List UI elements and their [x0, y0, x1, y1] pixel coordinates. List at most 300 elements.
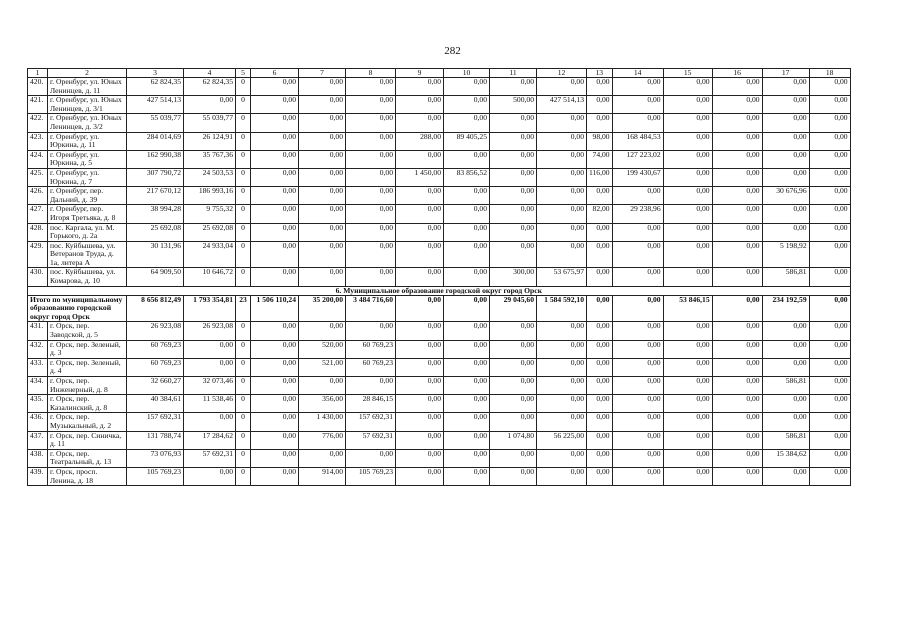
- value-cell: 0,00: [712, 223, 762, 241]
- value-cell: 0,00: [809, 449, 850, 467]
- address-cell: г. Орск, пер. Театральный, д. 13: [48, 449, 127, 467]
- value-cell: 0,00: [809, 413, 850, 431]
- value-cell: 0,00: [537, 132, 587, 150]
- value-cell: 0,00: [299, 205, 346, 223]
- row-number-cell: 435.: [28, 395, 48, 413]
- table-row: [28, 168, 851, 186]
- value-cell: 0,00: [490, 150, 537, 168]
- value-cell: 0,00: [444, 268, 490, 286]
- value-cell: 0,00: [762, 114, 809, 132]
- value-cell: 427 514,13: [537, 96, 587, 114]
- value-cell: 30 131,96: [127, 241, 184, 268]
- value-cell: 0,00: [537, 467, 587, 485]
- value-cell: 55 039,77: [184, 114, 236, 132]
- value-cell: 0,00: [490, 205, 537, 223]
- value-cell: 0,00: [712, 132, 762, 150]
- value-cell: 11 538,46: [184, 395, 236, 413]
- table-row: [28, 205, 851, 223]
- row-number-cell: 436.: [28, 413, 48, 431]
- value-cell: 0: [236, 132, 251, 150]
- total-value-cell: 0,00: [809, 295, 850, 322]
- value-cell: 0,00: [712, 449, 762, 467]
- value-cell: 427 514,13: [127, 96, 184, 114]
- value-cell: 0,00: [184, 358, 236, 376]
- value-cell: 0,00: [809, 205, 850, 223]
- value-cell: 0,00: [587, 114, 613, 132]
- value-cell: 0,00: [762, 96, 809, 114]
- value-cell: 0,00: [663, 413, 712, 431]
- value-cell: 0,00: [396, 78, 444, 96]
- column-number-cell: 4: [184, 69, 236, 78]
- value-cell: 0,00: [251, 114, 299, 132]
- total-value-cell: 3 484 716,60: [346, 295, 396, 322]
- repair-register-table: [27, 68, 851, 486]
- value-cell: 0,00: [612, 96, 663, 114]
- value-cell: 0,00: [587, 413, 613, 431]
- value-cell: 0,00: [809, 150, 850, 168]
- value-cell: 0,00: [444, 467, 490, 485]
- value-cell: 0,00: [537, 241, 587, 268]
- value-cell: 284 014,69: [127, 132, 184, 150]
- table-row: [28, 413, 851, 431]
- value-cell: 28 846,15: [346, 395, 396, 413]
- value-cell: 0,00: [490, 132, 537, 150]
- value-cell: 0,00: [396, 449, 444, 467]
- value-cell: 57 692,31: [346, 431, 396, 449]
- value-cell: 0,00: [762, 150, 809, 168]
- value-cell: 0,00: [663, 132, 712, 150]
- column-number-cell: 16: [712, 69, 762, 78]
- table-row: [28, 114, 851, 132]
- value-cell: 0,00: [251, 377, 299, 395]
- value-cell: 0,00: [251, 78, 299, 96]
- value-cell: 0,00: [762, 78, 809, 96]
- value-cell: 127 223,02: [612, 150, 663, 168]
- value-cell: 53 675,97: [537, 268, 587, 286]
- address-cell: г. Оренбург, пер. Игоря Третьяка, д. 8: [48, 205, 127, 223]
- table-row: [28, 449, 851, 467]
- value-cell: 0,00: [396, 467, 444, 485]
- value-cell: 0,00: [184, 413, 236, 431]
- value-cell: 0,00: [346, 241, 396, 268]
- page-number: 282: [444, 45, 461, 57]
- table-row: [28, 377, 851, 395]
- value-cell: 0,00: [251, 223, 299, 241]
- value-cell: 0,00: [346, 168, 396, 186]
- value-cell: 0,00: [762, 413, 809, 431]
- value-cell: 0,00: [537, 114, 587, 132]
- table-row: [28, 96, 851, 114]
- value-cell: 35 767,36: [184, 150, 236, 168]
- value-cell: 0,00: [762, 168, 809, 186]
- value-cell: 0,00: [612, 467, 663, 485]
- value-cell: 199 430,67: [612, 168, 663, 186]
- value-cell: 0,00: [587, 449, 613, 467]
- value-cell: 0: [236, 322, 251, 340]
- total-value-cell: 1 793 354,81: [184, 295, 236, 322]
- address-cell: г. Орск, пер. Инженерный, д. 8: [48, 377, 127, 395]
- value-cell: 0,00: [809, 223, 850, 241]
- value-cell: 0,00: [762, 358, 809, 376]
- value-cell: 0,00: [299, 377, 346, 395]
- value-cell: 0,00: [762, 205, 809, 223]
- column-number-cell: 9: [396, 69, 444, 78]
- value-cell: 29 238,96: [612, 205, 663, 223]
- value-cell: 0,00: [587, 340, 613, 358]
- value-cell: 0,00: [184, 96, 236, 114]
- value-cell: 0: [236, 395, 251, 413]
- value-cell: 9 755,32: [184, 205, 236, 223]
- value-cell: 0,00: [663, 223, 712, 241]
- value-cell: 0,00: [490, 377, 537, 395]
- address-cell: г. Оренбург, ул. Юных Ленинцев, д. 11: [48, 78, 127, 96]
- value-cell: 0,00: [396, 114, 444, 132]
- value-cell: 0,00: [712, 395, 762, 413]
- value-cell: 0,00: [587, 395, 613, 413]
- value-cell: 0,00: [444, 322, 490, 340]
- address-cell: г. Орск, пер. Синичка, д. 11: [48, 431, 127, 449]
- value-cell: 0,00: [587, 431, 613, 449]
- value-cell: 60 769,23: [127, 358, 184, 376]
- value-cell: 288,00: [396, 132, 444, 150]
- value-cell: 0,00: [663, 377, 712, 395]
- value-cell: 0,00: [299, 322, 346, 340]
- value-cell: 0,00: [809, 467, 850, 485]
- total-value-cell: 1 506 110,24: [251, 295, 299, 322]
- value-cell: 0,00: [396, 431, 444, 449]
- value-cell: 0,00: [346, 96, 396, 114]
- value-cell: 1 430,00: [299, 413, 346, 431]
- value-cell: 0: [236, 187, 251, 205]
- table-row: [28, 78, 851, 96]
- value-cell: 25 692,08: [127, 223, 184, 241]
- total-value-cell: 35 200,00: [299, 295, 346, 322]
- column-number-cell: 12: [537, 69, 587, 78]
- value-cell: 0,00: [444, 150, 490, 168]
- value-cell: 131 788,74: [127, 431, 184, 449]
- total-value-cell: 23: [236, 295, 251, 322]
- value-cell: 0: [236, 377, 251, 395]
- value-cell: 0,00: [444, 431, 490, 449]
- value-cell: 0,00: [809, 268, 850, 286]
- value-cell: 0,00: [612, 78, 663, 96]
- value-cell: 0,00: [612, 322, 663, 340]
- value-cell: 0,00: [537, 150, 587, 168]
- address-cell: г. Оренбург, ул. Юркина, д. 7: [48, 168, 127, 186]
- value-cell: 0: [236, 114, 251, 132]
- value-cell: 0,00: [346, 377, 396, 395]
- value-cell: 217 670,12: [127, 187, 184, 205]
- value-cell: 0: [236, 431, 251, 449]
- value-cell: 0,00: [712, 114, 762, 132]
- address-cell: г. Оренбург, пер. Дальний, д. 39: [48, 187, 127, 205]
- value-cell: 0,00: [444, 223, 490, 241]
- value-cell: 0,00: [444, 96, 490, 114]
- value-cell: 0,00: [587, 377, 613, 395]
- value-cell: 520,00: [299, 340, 346, 358]
- value-cell: 0,00: [712, 467, 762, 485]
- value-cell: 0,00: [396, 223, 444, 241]
- value-cell: 0,00: [346, 268, 396, 286]
- value-cell: 0: [236, 413, 251, 431]
- value-cell: 10 646,72: [184, 268, 236, 286]
- value-cell: 0,00: [490, 340, 537, 358]
- column-number-cell: 1: [28, 69, 48, 78]
- column-number-cell: 15: [663, 69, 712, 78]
- value-cell: 162 990,38: [127, 150, 184, 168]
- column-number-cell: 17: [762, 69, 809, 78]
- value-cell: 0,00: [587, 241, 613, 268]
- value-cell: 0,00: [396, 377, 444, 395]
- value-cell: 0,00: [587, 96, 613, 114]
- column-number-cell: 10: [444, 69, 490, 78]
- address-cell: г. Оренбург, ул. Юных Ленинцев, д. 3/1: [48, 96, 127, 114]
- value-cell: 0,00: [444, 449, 490, 467]
- value-cell: 0: [236, 340, 251, 358]
- value-cell: 0,00: [612, 223, 663, 241]
- value-cell: 0,00: [346, 114, 396, 132]
- row-number-cell: 422.: [28, 114, 48, 132]
- value-cell: 0,00: [444, 413, 490, 431]
- value-cell: 0,00: [712, 340, 762, 358]
- value-cell: 0,00: [346, 150, 396, 168]
- value-cell: 0,00: [809, 241, 850, 268]
- table-row: [28, 467, 851, 485]
- value-cell: 0,00: [299, 449, 346, 467]
- value-cell: 0,00: [346, 205, 396, 223]
- value-cell: 74,00: [587, 150, 613, 168]
- value-cell: 0,00: [712, 413, 762, 431]
- row-number-cell: 433.: [28, 358, 48, 376]
- value-cell: 0,00: [299, 223, 346, 241]
- value-cell: 0,00: [762, 395, 809, 413]
- column-number-cell: 11: [490, 69, 537, 78]
- address-cell: г. Орск, пер. Казалинский, д. 8: [48, 395, 127, 413]
- value-cell: 32 073,46: [184, 377, 236, 395]
- value-cell: 0,00: [444, 78, 490, 96]
- value-cell: 0,00: [663, 96, 712, 114]
- table-row: [28, 150, 851, 168]
- address-cell: г. Орск, пер. Зеленый, д. 3: [48, 340, 127, 358]
- value-cell: 586,81: [762, 377, 809, 395]
- column-number-cell: 13: [587, 69, 613, 78]
- value-cell: 0,00: [612, 413, 663, 431]
- value-cell: 0,00: [490, 395, 537, 413]
- value-cell: 0,00: [663, 150, 712, 168]
- value-cell: 0,00: [346, 449, 396, 467]
- value-cell: 0,00: [444, 114, 490, 132]
- value-cell: 0,00: [396, 205, 444, 223]
- total-value-cell: 0,00: [712, 295, 762, 322]
- value-cell: 0,00: [612, 395, 663, 413]
- value-cell: 64 909,50: [127, 268, 184, 286]
- value-cell: 0,00: [299, 268, 346, 286]
- value-cell: 0,00: [712, 377, 762, 395]
- value-cell: 0,00: [251, 205, 299, 223]
- value-cell: 0,00: [490, 168, 537, 186]
- value-cell: 0,00: [809, 358, 850, 376]
- value-cell: 25 692,08: [184, 223, 236, 241]
- value-cell: 0,00: [663, 322, 712, 340]
- row-number-cell: 426.: [28, 187, 48, 205]
- address-cell: г. Орск, просп. Ленина, д. 18: [48, 467, 127, 485]
- value-cell: 0,00: [712, 431, 762, 449]
- value-cell: 0,00: [396, 340, 444, 358]
- value-cell: 0,00: [809, 132, 850, 150]
- address-cell: г. Орск, пер. Зеленый, д. 4: [48, 358, 127, 376]
- value-cell: 0,00: [396, 187, 444, 205]
- value-cell: 0,00: [299, 241, 346, 268]
- value-cell: 0,00: [444, 205, 490, 223]
- value-cell: 105 769,23: [127, 467, 184, 485]
- value-cell: 60 769,23: [127, 340, 184, 358]
- value-cell: 0,00: [490, 241, 537, 268]
- value-cell: 55 039,77: [127, 114, 184, 132]
- value-cell: 98,00: [587, 132, 613, 150]
- value-cell: 0,00: [587, 322, 613, 340]
- address-cell: г. Оренбург, ул. Юных Ленинцев, д. 3/2: [48, 114, 127, 132]
- value-cell: 0,00: [537, 449, 587, 467]
- column-number-cell: 14: [612, 69, 663, 78]
- value-cell: 0,00: [809, 431, 850, 449]
- value-cell: 0,00: [762, 340, 809, 358]
- value-cell: 0,00: [444, 187, 490, 205]
- value-cell: 60 769,23: [346, 358, 396, 376]
- value-cell: 0,00: [251, 187, 299, 205]
- value-cell: 0,00: [537, 78, 587, 96]
- value-cell: 0,00: [663, 449, 712, 467]
- value-cell: 0,00: [346, 78, 396, 96]
- section-title: 6. Муниципальное образование городской округ город Орск: [28, 286, 851, 295]
- value-cell: 0,00: [809, 340, 850, 358]
- value-cell: 0,00: [490, 413, 537, 431]
- value-cell: 0,00: [612, 340, 663, 358]
- value-cell: 0,00: [612, 449, 663, 467]
- value-cell: 0,00: [299, 114, 346, 132]
- value-cell: 26 923,08: [184, 322, 236, 340]
- table-row: [28, 268, 851, 286]
- table-row: [28, 395, 851, 413]
- value-cell: 0,00: [444, 395, 490, 413]
- value-cell: 0,00: [490, 467, 537, 485]
- value-cell: 15 384,62: [762, 449, 809, 467]
- value-cell: 0,00: [490, 223, 537, 241]
- value-cell: 0,00: [663, 205, 712, 223]
- value-cell: 57 692,31: [184, 449, 236, 467]
- total-label: Итого по муниципальному образованию городской округ город Орск: [28, 295, 127, 322]
- value-cell: 0,00: [251, 395, 299, 413]
- value-cell: 168 484,53: [612, 132, 663, 150]
- value-cell: 0,00: [251, 241, 299, 268]
- value-cell: 0,00: [396, 413, 444, 431]
- value-cell: 0,00: [712, 358, 762, 376]
- value-cell: 0,00: [762, 223, 809, 241]
- table-row: [28, 358, 851, 376]
- value-cell: 0: [236, 358, 251, 376]
- row-number-cell: 427.: [28, 205, 48, 223]
- value-cell: 0,00: [587, 268, 613, 286]
- value-cell: 776,00: [299, 431, 346, 449]
- value-cell: 1 450,00: [396, 168, 444, 186]
- value-cell: 0: [236, 223, 251, 241]
- value-cell: 0,00: [251, 132, 299, 150]
- value-cell: 0,00: [537, 340, 587, 358]
- value-cell: 0,00: [587, 187, 613, 205]
- column-number-cell: 7: [299, 69, 346, 78]
- table-row: [28, 340, 851, 358]
- value-cell: 0,00: [809, 377, 850, 395]
- value-cell: 0,00: [587, 358, 613, 376]
- column-number-cell: 8: [346, 69, 396, 78]
- value-cell: 0,00: [809, 114, 850, 132]
- value-cell: 0,00: [444, 377, 490, 395]
- value-cell: 157 692,31: [127, 413, 184, 431]
- value-cell: 0,00: [537, 168, 587, 186]
- table-row: [28, 241, 851, 268]
- row-number-cell: 424.: [28, 150, 48, 168]
- value-cell: 0,00: [490, 187, 537, 205]
- address-cell: пос. Куйбышева, ул. Ветеранов Труда, д. 1а, литера А: [48, 241, 127, 268]
- value-cell: 26 923,08: [127, 322, 184, 340]
- column-number-cell: 2: [48, 69, 127, 78]
- value-cell: 0,00: [663, 358, 712, 376]
- row-number-cell: 438.: [28, 449, 48, 467]
- value-cell: 0: [236, 449, 251, 467]
- value-cell: 0,00: [809, 78, 850, 96]
- row-number-cell: 437.: [28, 431, 48, 449]
- row-number-cell: 429.: [28, 241, 48, 268]
- column-number-row: [28, 69, 851, 78]
- value-cell: 0,00: [184, 340, 236, 358]
- value-cell: 105 769,23: [346, 467, 396, 485]
- row-number-cell: 423.: [28, 132, 48, 150]
- table-row: [28, 431, 851, 449]
- total-value-cell: 0,00: [587, 295, 613, 322]
- value-cell: 0,00: [663, 340, 712, 358]
- value-cell: 0: [236, 241, 251, 268]
- row-number-cell: 434.: [28, 377, 48, 395]
- value-cell: 116,00: [587, 168, 613, 186]
- column-number-cell: 3: [127, 69, 184, 78]
- value-cell: 0,00: [490, 449, 537, 467]
- value-cell: 0: [236, 268, 251, 286]
- value-cell: 0: [236, 168, 251, 186]
- row-number-cell: 428.: [28, 223, 48, 241]
- value-cell: 0,00: [537, 358, 587, 376]
- value-cell: 914,00: [299, 467, 346, 485]
- value-cell: 0: [236, 467, 251, 485]
- value-cell: 0,00: [663, 268, 712, 286]
- value-cell: 0,00: [809, 187, 850, 205]
- value-cell: 17 284,62: [184, 431, 236, 449]
- value-cell: 0,00: [712, 150, 762, 168]
- value-cell: 0,00: [299, 168, 346, 186]
- section-heading-row: [28, 286, 851, 295]
- value-cell: 0,00: [712, 168, 762, 186]
- value-cell: 0,00: [809, 395, 850, 413]
- value-cell: 0,00: [663, 78, 712, 96]
- value-cell: 0,00: [712, 96, 762, 114]
- row-number-cell: 421.: [28, 96, 48, 114]
- value-cell: 0,00: [762, 467, 809, 485]
- value-cell: 0,00: [663, 168, 712, 186]
- value-cell: 300,00: [490, 268, 537, 286]
- value-cell: 0,00: [299, 187, 346, 205]
- value-cell: 0,00: [251, 322, 299, 340]
- value-cell: 0,00: [490, 78, 537, 96]
- value-cell: 0,00: [809, 322, 850, 340]
- table-row: [28, 223, 851, 241]
